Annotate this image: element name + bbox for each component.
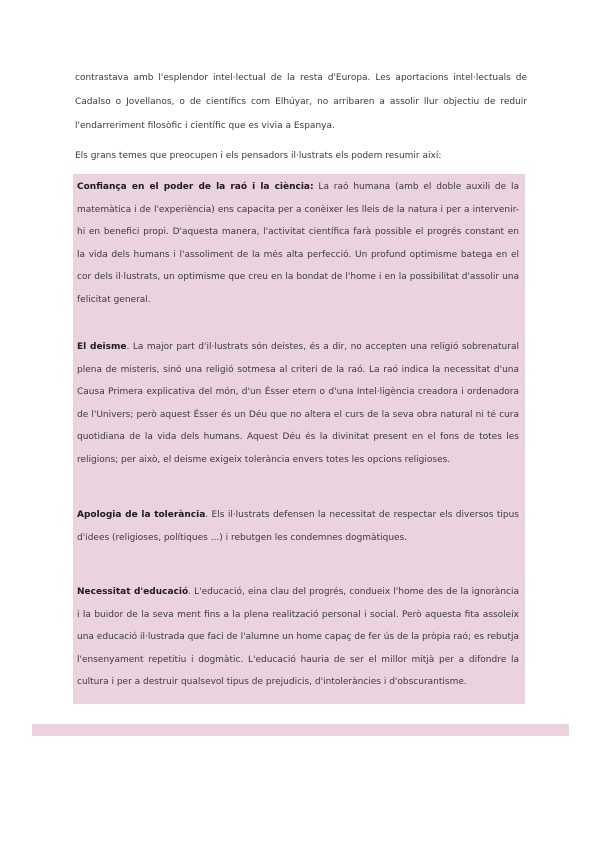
- theme-title: Apologia de la tolerància: [77, 510, 206, 520]
- theme-education: [77, 581, 519, 694]
- theme-text: . Els il·lustrats defensen la necessitat de respectar els diversos tipus d'idees (religioses, polítiques ...) i rebutgen les condemnes dogmàtiques.: [77, 510, 519, 543]
- theme-deism: [77, 336, 519, 471]
- theme-text: La raó humana (amb el doble auxili de la matemàtica i de l'experiència) ens capacita per a conèixer les lleis de la natura i per a intervenir-hi en benefici propi. D'aquesta manera, l'activitat científica farà possible el progrés constant en la vida dels humans i l'assoliment de la més alta perfecció. Un profund optimisme batega en el cor dels il·lustrats, un optimisme que creu en la bondat de l'home i en la possibilitat d'assolir una felicitat general.: [77, 182, 520, 305]
- footer-band: [32, 724, 569, 736]
- theme-title: Confiança en el poder de la raó i la ciència:: [77, 182, 314, 192]
- lead-paragraph: Els grans temes que preocupen i els pensadors il·lustrats els podem resumir així:: [75, 151, 442, 161]
- theme-text: . La major part d'il·lustrats són deistes, és a dir, no accepten una religió sobrenatural plena de misteris, sinó una religió sotmesa al criteri de la raó. La raó indica la necessitat d'una Causa Primera explicativa del món, d'un Ésser etern o d'una Intel·ligència creadora i ordenadora de l'Univers; però aquest Ésser és un Déu que no altera el curs de la seva obra natural ni té cura quotidiana de la vida dels humans. Aquest Déu és la divinitat present en el fons de totes les religions; per això, el deisme exigeix tolerància envers totes les opcions religioses.: [77, 342, 519, 465]
- theme-title: Necessitat d'educació: [77, 587, 189, 597]
- theme-reason: [77, 176, 519, 311]
- themes-box: [73, 174, 525, 704]
- theme-title: El deisme: [77, 342, 127, 352]
- intro-paragraph: contrastava amb l'esplendor intel·lectual de la resta d'Europa. Les aportacions intel·lectuals de Cadalso o Jovellanos, o de científics com Elhúyar, no arribaren a assolir llur objectiu de reduir l'endarreriment filosòfic i científic que es vivia a Espanya.: [75, 73, 527, 131]
- theme-tolerance: [77, 504, 519, 549]
- theme-text: . L'educació, eina clau del progrés, condueix l'home des de la ignorància i la buidor de la seva ment fins a la plena realització personal i social. Però aquesta fita assoleix una educació il·lustrada que faci de l'alumne un home capaç de fer ús de la pròpia raó; es rebutja l'ensenyament repetitiu i dogmàtic. L'educació hauria de ser el millor mitjà per a difondre la cultura i per a destruir qualsevol tipus de prejudicis, d'intoleràncies i d'obscurantisme.: [77, 587, 519, 687]
